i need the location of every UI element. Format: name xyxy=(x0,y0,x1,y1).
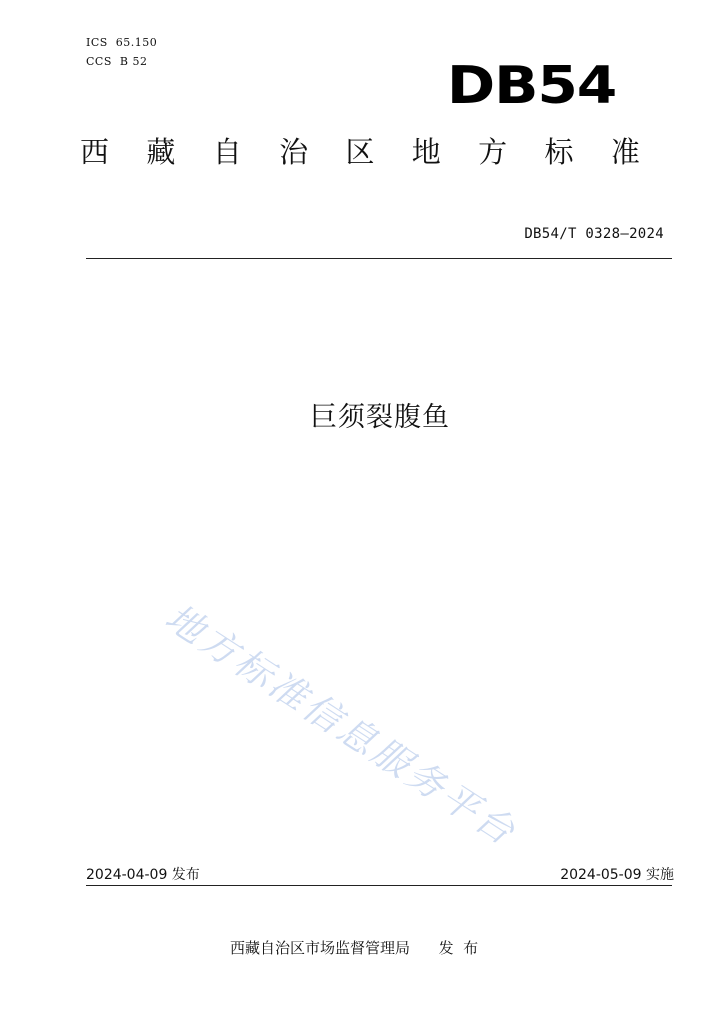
authority-char: 地 xyxy=(411,135,441,169)
authority-char: 区 xyxy=(345,135,375,169)
publisher: 西藏自治区市场监督管理局 发 布 xyxy=(230,939,479,957)
standard-number: DB54/T 0328—2024 xyxy=(524,226,664,242)
ics-code: ICS 65.150 xyxy=(86,36,158,49)
issue-date: 2024-04-09 发布 xyxy=(86,867,200,883)
issuing-authority-heading xyxy=(80,135,640,169)
authority-char: 西 xyxy=(80,135,110,169)
authority-char: 方 xyxy=(478,135,508,169)
bottom-divider xyxy=(86,885,672,886)
ccs-code: CCS B 52 xyxy=(86,55,148,68)
authority-char: 准 xyxy=(610,135,640,169)
watermark: 地方标准信息服务平台 xyxy=(157,595,525,855)
authority-char: 标 xyxy=(544,135,574,169)
db54-logo: DB54 xyxy=(446,56,616,116)
implementation-date: 2024-05-09 实施 xyxy=(560,867,674,883)
top-divider xyxy=(86,258,672,259)
authority-char: 藏 xyxy=(146,135,176,169)
authority-char: 自 xyxy=(212,135,242,169)
authority-char: 治 xyxy=(279,135,309,169)
document-title: 巨须裂腹鱼 xyxy=(310,402,450,433)
